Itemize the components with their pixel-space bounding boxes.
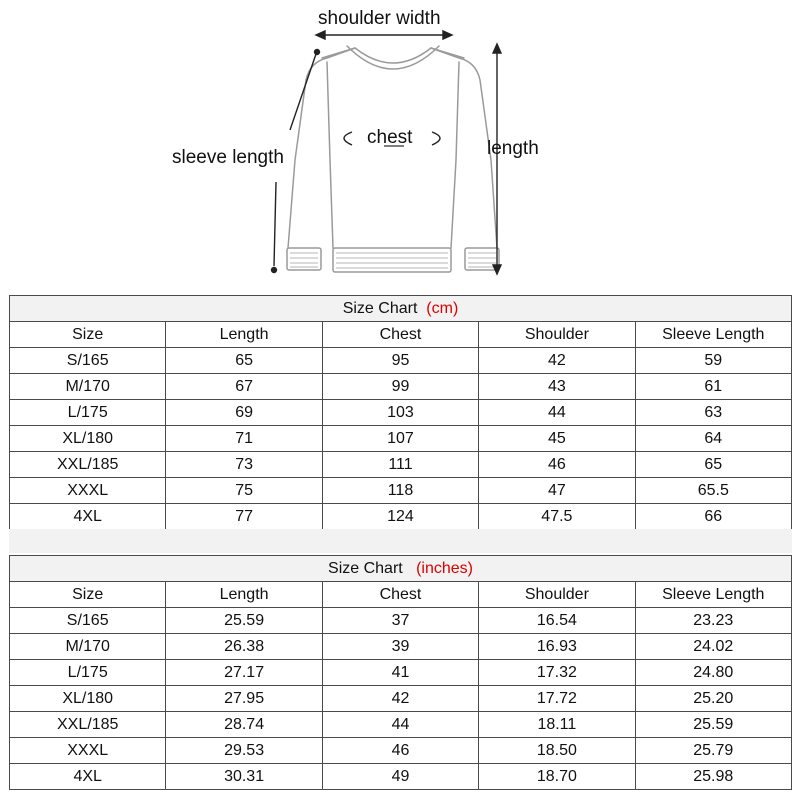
size-cell: XXXL [10,738,166,764]
body-right-side [451,62,459,248]
measurement-cell: 25.59 [166,608,322,634]
header-cell: Sleeve Length [635,322,791,348]
measurement-cell: 47 [479,478,635,504]
measurement-cell: 103 [322,400,478,426]
measurement-cell: 42 [322,686,478,712]
table-row [10,608,792,634]
measurement-cell: 27.95 [166,686,322,712]
table-row [10,686,792,712]
measurement-cell: 67 [166,374,322,400]
measurement-cell: 24.02 [635,634,791,660]
size-cell: 4XL [10,764,166,790]
measurement-cell: 73 [166,452,322,478]
header-row [10,322,792,348]
size-cell: 4XL [10,504,166,530]
measurement-diagram [0,0,800,290]
header-cell: Shoulder [479,322,635,348]
size-cell: L/175 [10,400,166,426]
measurement-cell: 43 [479,374,635,400]
measurement-cell: 64 [635,426,791,452]
table-row [10,738,792,764]
measurement-cell: 65 [635,452,791,478]
size-cell: M/170 [10,374,166,400]
table-title-text: Size Chart [342,300,418,317]
size-cell: S/165 [10,348,166,374]
table-row [10,348,792,374]
measurement-cell: 49 [322,764,478,790]
measurement-cell: 18.50 [479,738,635,764]
measurement-cell: 17.32 [479,660,635,686]
measurement-cell: 65 [166,348,322,374]
table-title-text: Size Chart [328,560,403,577]
size-cell: M/170 [10,634,166,660]
table-title [10,296,792,322]
measurement-cell: 25.98 [635,764,791,790]
shoulder-width-label: shoulder width [318,8,441,29]
measurement-cell: 29.53 [166,738,322,764]
table-unit: (inches) [416,560,473,577]
measurement-cell: 46 [479,452,635,478]
measurement-cell: 44 [479,400,635,426]
size-chart-cm-table [9,295,792,530]
header-cell: Size [10,322,166,348]
measurement-cell: 25.79 [635,738,791,764]
measurement-cell: 39 [322,634,478,660]
sleeve-left-outline [288,48,355,248]
table-row [10,426,792,452]
table-row [10,452,792,478]
size-cell: XXXL [10,478,166,504]
header-cell: Length [166,322,322,348]
measurement-cell: 124 [322,504,478,530]
measurement-cell: 44 [322,712,478,738]
measurement-cell: 66 [635,504,791,530]
header-cell: Size [10,582,166,608]
size-cell: S/165 [10,608,166,634]
measurement-cell: 95 [322,348,478,374]
measurement-cell: 75 [166,478,322,504]
measurement-cell: 16.54 [479,608,635,634]
measurement-cell: 41 [322,660,478,686]
table-title [10,556,792,582]
header-cell: Chest [322,582,478,608]
size-cell: XXL/185 [10,712,166,738]
sleeve-length-label: sleeve length [172,147,284,168]
measurement-cell: 63 [635,400,791,426]
measurement-cell: 28.74 [166,712,322,738]
header-cell: Shoulder [479,582,635,608]
measurement-cell: 111 [322,452,478,478]
table-row [10,712,792,738]
size-cell: XL/180 [10,426,166,452]
measurement-cell: 18.70 [479,764,635,790]
collar-outer [347,46,439,69]
table-separator [9,529,792,553]
body-left-side [327,62,333,248]
measurement-cell: 65.5 [635,478,791,504]
chest-label: chest [367,127,413,148]
table-row [10,400,792,426]
size-cell: L/175 [10,660,166,686]
table-row [10,764,792,790]
measurement-cell: 69 [166,400,322,426]
measurement-cell: 18.11 [479,712,635,738]
header-cell: Chest [322,322,478,348]
measurement-cell: 46 [322,738,478,764]
measurement-cell: 23.23 [635,608,791,634]
table-row [10,660,792,686]
measurement-cell: 42 [479,348,635,374]
measurement-cell: 37 [322,608,478,634]
measurement-cell: 77 [166,504,322,530]
measurement-cell: 30.31 [166,764,322,790]
measurement-cell: 107 [322,426,478,452]
size-cell: XL/180 [10,686,166,712]
measurement-cell: 25.59 [635,712,791,738]
measurement-cell: 24.80 [635,660,791,686]
measurement-cell: 61 [635,374,791,400]
table-row [10,478,792,504]
length-label: length [487,138,539,159]
measurement-cell: 16.93 [479,634,635,660]
header-row [10,582,792,608]
table-unit: (cm) [426,300,459,317]
measurement-cell: 27.17 [166,660,322,686]
table-row [10,634,792,660]
header-cell: Sleeve Length [635,582,791,608]
measurement-cell: 59 [635,348,791,374]
table-row [10,374,792,400]
measurement-cell: 47.5 [479,504,635,530]
size-chart-inches-table [9,555,792,790]
measurement-cell: 45 [479,426,635,452]
header-cell: Length [166,582,322,608]
size-cell: XXL/185 [10,452,166,478]
shoulder-seams [322,48,464,58]
measurement-cell: 17.72 [479,686,635,712]
measurement-cell: 26.38 [166,634,322,660]
measurement-cell: 118 [322,478,478,504]
measurement-cell: 71 [166,426,322,452]
shoulder-width-arrow [316,31,452,39]
table-row [10,504,792,530]
measurement-cell: 25.20 [635,686,791,712]
measurement-cell: 99 [322,374,478,400]
